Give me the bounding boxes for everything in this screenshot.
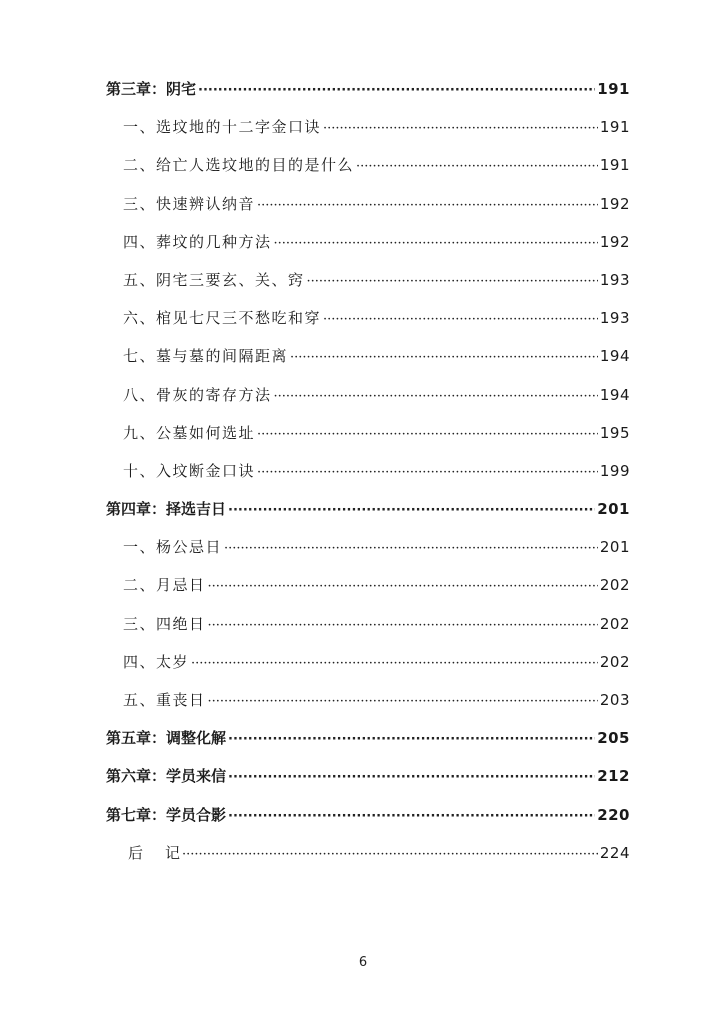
toc-label: 十、入坟断金口诀 — [123, 461, 256, 480]
toc-label: 第五章：调整化解 — [106, 729, 227, 748]
dot-leader — [257, 452, 598, 492]
toc-page-number: 202 — [599, 614, 630, 633]
toc-label: 第四章：择选吉日 — [106, 500, 227, 519]
dot-leader — [228, 796, 595, 836]
toc-section[interactable] — [106, 146, 630, 184]
toc-page-number: 224 — [599, 843, 630, 862]
toc-section[interactable] — [106, 643, 630, 681]
afterword-char-1: 后 — [128, 843, 144, 862]
toc-section[interactable] — [106, 337, 630, 375]
toc-section[interactable] — [106, 566, 630, 604]
toc-label: 六、棺见七尺三不愁吃和穿 — [123, 309, 322, 328]
dot-leader — [228, 757, 595, 797]
dot-leader — [356, 146, 598, 186]
toc-section[interactable] — [106, 108, 630, 146]
dot-leader — [323, 299, 598, 339]
toc-section[interactable] — [106, 376, 630, 414]
toc-label — [128, 834, 180, 872]
dot-leader — [224, 528, 598, 568]
toc-label: 一、杨公忌日 — [123, 538, 223, 557]
toc-section[interactable] — [106, 261, 630, 299]
dot-leader — [257, 185, 598, 225]
toc-page-number: 199 — [599, 461, 630, 480]
toc-page-number: 202 — [599, 652, 630, 671]
toc-page-number: 191 — [597, 80, 630, 98]
dot-leader — [290, 337, 598, 377]
toc-label: 八、骨灰的寄存方法 — [123, 385, 272, 404]
table-of-contents — [106, 70, 630, 872]
toc-page-number: 220 — [597, 805, 630, 824]
toc-label: 二、月忌日 — [123, 576, 206, 595]
toc-section[interactable] — [106, 414, 630, 452]
toc-page-number: 191 — [599, 156, 630, 175]
toc-chapter-6[interactable] — [106, 757, 630, 795]
toc-label: 七、墓与墓的间隔距离 — [123, 347, 289, 366]
dot-leader — [208, 681, 598, 721]
toc-label: 一、选坟地的十二字金口诀 — [123, 118, 322, 137]
toc-page-number: 192 — [599, 194, 630, 213]
dot-leader — [182, 834, 598, 874]
toc-chapter-7[interactable] — [106, 796, 630, 834]
toc-label: 三、快速辨认纳音 — [123, 194, 256, 213]
toc-label: 第七章：学员合影 — [106, 805, 227, 824]
toc-section[interactable] — [106, 185, 630, 223]
toc-page-number: 194 — [599, 347, 630, 366]
toc-chapter-5[interactable] — [106, 719, 630, 757]
toc-page-number: 212 — [597, 767, 630, 786]
toc-section[interactable] — [106, 528, 630, 566]
toc-page-number: 195 — [599, 423, 630, 442]
toc-label: 五、重丧日 — [123, 691, 206, 709]
toc-chapter-3[interactable] — [106, 70, 630, 108]
toc-page-number: 194 — [599, 385, 630, 404]
toc-label: 四、葬坟的几种方法 — [123, 232, 272, 251]
toc-section[interactable] — [106, 452, 630, 490]
dot-leader — [198, 70, 595, 110]
toc-label: 五、阴宅三要玄、关、窍 — [123, 270, 305, 289]
page-number: 6 — [358, 955, 368, 970]
toc-label: 四、太岁 — [123, 652, 190, 671]
toc-page-number: 193 — [599, 270, 630, 289]
afterword-char-2: 记 — [165, 843, 181, 862]
toc-afterword[interactable] — [106, 834, 630, 872]
dot-leader — [208, 566, 598, 606]
toc-page-number: 201 — [599, 538, 630, 557]
toc-page-number: 202 — [599, 576, 630, 595]
dot-leader — [228, 719, 595, 759]
dot-leader — [208, 605, 598, 645]
toc-label: 第三章：阴宅 — [106, 80, 197, 98]
toc-page-number: 193 — [599, 309, 630, 328]
dot-leader — [274, 223, 598, 263]
dot-leader — [307, 261, 598, 301]
toc-page-number: 191 — [599, 118, 630, 137]
toc-page-number: 192 — [599, 232, 630, 251]
toc-label: 第六章：学员来信 — [106, 767, 227, 786]
toc-chapter-4[interactable] — [106, 490, 630, 528]
toc-page-number: 201 — [597, 500, 630, 519]
dot-leader — [274, 376, 598, 416]
dot-leader — [228, 490, 595, 530]
toc-label: 三、四绝日 — [123, 614, 206, 633]
toc-section[interactable] — [106, 299, 630, 337]
toc-label: 九、公墓如何选址 — [123, 423, 256, 442]
toc-section[interactable] — [106, 605, 630, 643]
toc-page-number: 203 — [599, 691, 630, 709]
toc-page-number: 205 — [597, 729, 630, 748]
dot-leader — [191, 643, 598, 683]
toc-label: 二、给亡人选坟地的目的是什么 — [123, 156, 355, 175]
toc-section[interactable] — [106, 681, 630, 719]
dot-leader — [257, 414, 598, 454]
dot-leader — [323, 108, 598, 148]
toc-section[interactable] — [106, 223, 630, 261]
